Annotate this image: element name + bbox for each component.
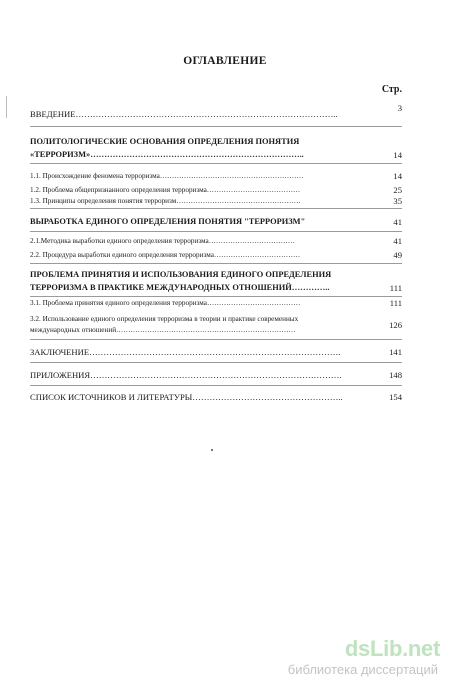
divider: [30, 385, 402, 386]
toc-chapter3-title[interactable]: [30, 269, 402, 281]
toc-section-3-1[interactable]: [30, 297, 402, 309]
toc-chapter3-title-line1: ПРОБЛЕМА ПРИНЯТИЯ И ИСПОЛЬЗОВАНИЯ ЕДИНОГО ОПРЕДЕЛЕНИЯ: [30, 270, 332, 279]
divider: [30, 208, 402, 209]
toc-appendix-page: 148: [389, 370, 402, 380]
toc-sources-page: 154: [389, 392, 402, 402]
divider: [30, 263, 402, 264]
toc-section-2-1[interactable]: [30, 235, 402, 247]
toc-chapter1-title[interactable]: [30, 136, 402, 148]
toc-section-2-2-page: 49: [393, 250, 402, 260]
toc-section-1-3[interactable]: [30, 195, 402, 207]
toc-appendix[interactable]: [30, 369, 402, 381]
toc-chapter2-page: 41: [393, 217, 402, 227]
toc-conclusion-label: ЗАКЛЮЧЕНИЕ…………………………………………………………………………….: [30, 347, 341, 357]
toc-section-1-2-label: 1.2. Проблема общепризнанного определения терроризма…………………………………: [30, 186, 301, 194]
toc-section-1-3-label: 1.3. Принципы определения понятия терроризм…………………………………………….: [30, 197, 301, 205]
divider: [30, 163, 402, 164]
toc-conclusion-page: 141: [389, 347, 402, 357]
toc-section-3-2-label-line1: 3.2. Использование единого определения терроризма в теории и практике современных: [30, 315, 299, 323]
divider: [30, 339, 402, 340]
watermark-logo: dsLib.net: [344, 636, 440, 661]
toc-section-3-2-page: 126: [389, 320, 402, 330]
toc-chapter2-title: ВЫРАБОТКА ЕДИНОГО ОПРЕДЕЛЕНИЯ ПОНЯТИЯ "ТЕРРОРИЗМ": [30, 217, 306, 226]
toc-section-3-2-label-line2: международных отношений…………………………………………………………………: [30, 326, 296, 334]
toc-section-2-2-label: 2.2. Процедура выработки единого определения терроризма………………………………: [30, 251, 301, 259]
toc-chapter3-title-line2: ТЕРРОРИЗМА В ПРАКТИКЕ МЕЖДУНАРОДНЫХ ОТНОШЕНИЙ…………..: [30, 283, 330, 292]
divider: [30, 231, 402, 232]
toc-section-2-1-page: 41: [393, 236, 402, 246]
toc-section-1-1[interactable]: [30, 170, 402, 182]
toc-section-1-1-page: 14: [393, 171, 402, 181]
toc-chapter1-page: 14: [393, 150, 402, 160]
toc-sources[interactable]: [30, 391, 402, 403]
toc-chapter2[interactable]: [30, 216, 402, 228]
toc-section-3-2-cont[interactable]: [30, 324, 402, 336]
toc-section-2-1-label: 2.1.Методика выработки единого определения терроризма………………………………: [30, 237, 295, 245]
page-column-header: Стр.: [381, 84, 402, 95]
page-title: ОГЛАВЛЕНИЕ: [183, 55, 267, 67]
toc-chapter3-page: 111: [389, 283, 402, 293]
margin-rule: [6, 96, 7, 118]
toc-intro-page: 3: [397, 103, 402, 113]
divider: [30, 362, 402, 363]
toc-section-1-3-page: 35: [393, 196, 402, 206]
scan-speck: [211, 449, 213, 451]
toc-section-1-1-label: 1.1. Происхождение феномена терроризма……………………………………………………: [30, 172, 304, 180]
toc-chapter1-title-line2: «ТЕРРОРИЗМ»…………………………………………………………………..: [30, 150, 304, 159]
toc-section-3-1-page: 111: [389, 298, 402, 308]
divider: [30, 126, 402, 127]
toc-sources-label: СПИСОК ИСТОЧНИКОВ И ЛИТЕРАТУРЫ……………………………………………..: [30, 392, 343, 402]
toc-chapter3[interactable]: [30, 282, 402, 294]
toc-section-1-2-page: 25: [393, 185, 402, 195]
toc-section-2-2[interactable]: [30, 249, 402, 261]
toc-section-3-1-label: 3.1. Проблема принятия единого определения терроризма…………………………………: [30, 299, 301, 307]
toc-chapter1[interactable]: [30, 149, 402, 161]
toc-intro[interactable]: [30, 103, 402, 120]
watermark-subtitle: библиотека диссертаций: [287, 662, 438, 677]
toc-chapter1-title-line1: ПОЛИТОЛОГИЧЕСКИЕ ОСНОВАНИЯ ОПРЕДЕЛЕНИЯ ПОНЯТИЯ: [30, 137, 300, 146]
toc-intro-label: ВВЕДЕНИЕ………………………………………………………………………………..: [30, 109, 338, 119]
toc-conclusion[interactable]: [30, 346, 402, 358]
toc-appendix-label: ПРИЛОЖЕНИЯ…………………………………………………………………………….: [30, 370, 342, 380]
